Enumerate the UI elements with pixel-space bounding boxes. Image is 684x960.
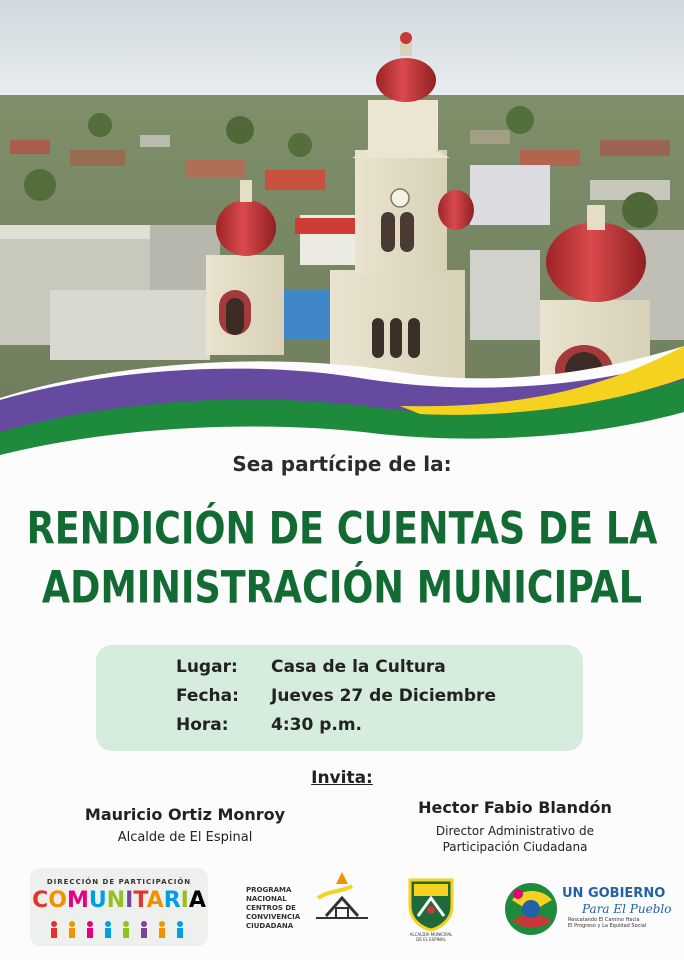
gobierno-tagline — [568, 917, 646, 929]
comunitaria-letter: U — [88, 888, 107, 913]
gobierno-tagline-line-2: El Progreso y La Equidad Social — [568, 923, 647, 929]
programa-line-2: NACIONAL — [246, 895, 287, 903]
time-value: 4:30 p.m. — [271, 715, 363, 735]
location-value: Casa de la Cultura — [271, 657, 446, 677]
event-title-line-2: ADMINISTRACIÓN MUNICIPAL — [41, 561, 643, 614]
people-silhouettes-icon — [44, 920, 194, 938]
municipal-shield-icon — [404, 876, 458, 932]
event-title-line-1: RENDICIÓN DE CUENTAS DE LA — [26, 502, 658, 555]
comunitaria-letter: C — [32, 888, 49, 913]
comunitaria-top-text: DIRECCIÓN DE PARTICIPACIÓN — [46, 878, 192, 886]
comunitaria-letter: I — [125, 888, 134, 913]
mayor-role: Alcalde de El Espinal — [117, 830, 253, 845]
comunitaria-letter: N — [106, 888, 126, 913]
gobierno-emblem-icon — [502, 880, 560, 938]
programa-line-1: PROGRAMA — [246, 886, 292, 894]
convivencia-house-icon — [312, 868, 372, 928]
comunitaria-letter: O — [48, 888, 67, 913]
director-role-line-2: Participación Ciudadana — [442, 840, 588, 854]
comunitaria-letter: T — [133, 888, 147, 913]
mayor-name: Mauricio Ortiz Monroy — [84, 805, 286, 824]
comunitaria-logo — [30, 868, 208, 946]
shield-caption — [404, 932, 458, 942]
shield-caption-line-2: DE EL ESPINAL — [416, 937, 446, 942]
intro-text: Sea partícipe de la: — [232, 452, 452, 476]
gobierno-tagline-line-1: Rescatando El Camino Hacia — [568, 917, 640, 923]
alcaldia-shield-logo — [404, 876, 458, 942]
programa-line-3: CENTROS DE — [246, 904, 296, 912]
shield-caption-line-1: ALCALDÍA MUNICIPAL — [409, 932, 453, 937]
invita-heading: Invita: — [311, 768, 373, 788]
church-aerial-photo — [0, 0, 684, 470]
comunitaria-letter: A — [188, 888, 206, 913]
time-label: Hora: — [176, 715, 229, 735]
gobierno-title: UN GOBIERNO — [562, 886, 666, 901]
programa-line-4: CONVIVENCIA CIUDADANA — [246, 913, 301, 930]
director-role — [370, 823, 660, 855]
date-label: Fecha: — [176, 686, 239, 706]
host-mayor — [40, 805, 330, 846]
programa-convivencia-logo — [246, 868, 376, 938]
event-details-box — [96, 645, 583, 751]
date-value: Jueves 27 de Diciembre — [271, 686, 496, 706]
comunitaria-main-text — [30, 888, 208, 913]
gobierno-subtitle: Para El Pueblo — [582, 902, 672, 916]
location-label: Lugar: — [176, 657, 238, 677]
director-role-line-1: Director Administrativo de — [435, 824, 595, 838]
host-director — [370, 798, 660, 855]
comunitaria-letter: R — [163, 888, 181, 913]
gobierno-pueblo-logo — [502, 880, 672, 940]
director-name: Hector Fabio Blandón — [418, 798, 612, 817]
comunitaria-letter: A — [146, 888, 164, 913]
comunitaria-letter: M — [66, 888, 89, 913]
comunitaria-letter: I — [180, 888, 189, 913]
